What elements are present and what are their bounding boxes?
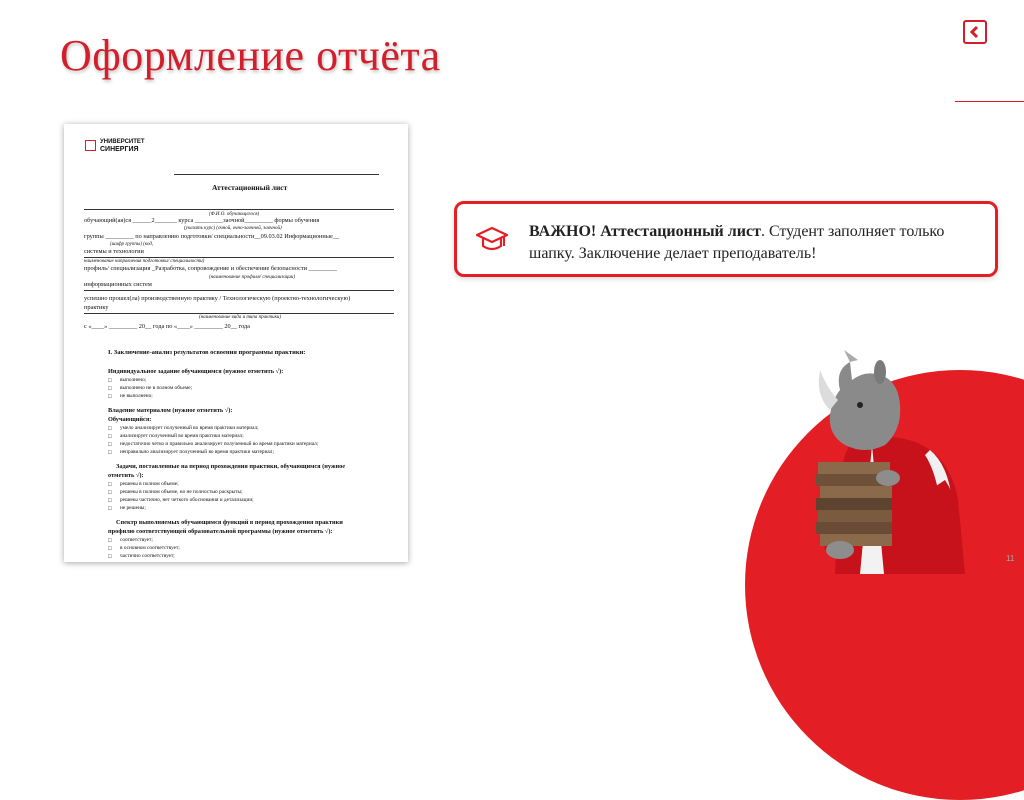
doc-list-item: частично соответствует; bbox=[120, 553, 175, 559]
doc-list-item: умело анализирует полученный во время практики материал; bbox=[120, 425, 259, 431]
doc-list-item: не решены; bbox=[120, 505, 146, 511]
important-note bbox=[454, 201, 998, 277]
doc-list-item: недостаточно четко и правильно анализирует полученный во время практики материал; bbox=[120, 441, 319, 447]
slide-title: Оформление отчёта bbox=[60, 31, 441, 80]
doc-spec-title-1: Спектр выполняемых обучающимся функций в период прохождения практики bbox=[116, 519, 343, 526]
doc-list-item: выполнено; bbox=[120, 377, 147, 383]
checkbox-icon: □ bbox=[108, 506, 112, 512]
graduation-cap-icon bbox=[475, 224, 509, 256]
checkbox-icon: □ bbox=[108, 394, 112, 400]
doc-line-systems: информационных систем bbox=[84, 281, 152, 288]
doc-spec-title-2: профилю соответствующей образовательной программы (нужное отметить √): bbox=[108, 528, 333, 535]
title-divider bbox=[955, 101, 1024, 102]
doc-line-profile: профиль/ специализация _Разработка, сопровождение и обеспечение безопасности _________ bbox=[84, 265, 337, 272]
rhino-mascot-illustration bbox=[780, 350, 990, 574]
doc-logo-icon bbox=[85, 140, 96, 151]
doc-list-item: анализирует полученный во время практики материал; bbox=[120, 433, 244, 439]
doc-list-item: выполнено не в полном объеме; bbox=[120, 385, 193, 391]
checkbox-icon: □ bbox=[108, 442, 112, 448]
doc-list-item: в основном соответствует; bbox=[120, 545, 180, 551]
doc-mat-sub: Обучающийся: bbox=[108, 416, 152, 423]
doc-section-1: I. Заключение-анализ результатов освоения программы практики: bbox=[108, 349, 306, 356]
doc-list-item: решены частично, нет четкого обоснования и детализации; bbox=[120, 497, 254, 503]
checkbox-icon: □ bbox=[108, 490, 112, 496]
note-rest: . Студент заполняет только шапку. Заключение делает преподаватель! bbox=[529, 223, 945, 262]
doc-line-group: группы _________ по направлению подготовки/ специальности__09.03.02 Информационные__ bbox=[84, 233, 340, 240]
note-text bbox=[529, 221, 989, 265]
doc-tasks-title-2: отметить √): bbox=[108, 472, 144, 479]
doc-tasks-title-1: Задачи, поставленные на период прохождения практики, обучающимся (нужное bbox=[116, 463, 346, 470]
doc-heading: Аттестационный лист bbox=[212, 183, 288, 192]
doc-task-title: Индивидуальное задание обучающимся (нужное отметить √): bbox=[108, 368, 284, 375]
doc-line-specialty-caption: наименование направления подготовки/ специальности) bbox=[84, 259, 205, 264]
doc-fio-caption: (Ф.И.О. обучающегося) bbox=[209, 212, 260, 217]
checkbox-icon: □ bbox=[108, 482, 112, 488]
doc-logo-line1: УНИВЕРСИТЕТ bbox=[100, 139, 145, 145]
doc-mat-title: Владение материалом (нужное отметить √): bbox=[108, 407, 233, 414]
doc-line-course: обучающий(ая)ся ______2_______ курса _________заочной_________ формы обучения bbox=[84, 217, 320, 224]
attestation-sheet-preview bbox=[64, 124, 408, 562]
doc-list-item: не выполнено; bbox=[120, 393, 153, 399]
note-bold: ВАЖНО! Аттестационный лист bbox=[529, 223, 761, 240]
doc-logo-line2: СИНЕРГИЯ bbox=[100, 146, 139, 153]
doc-line-specialty: системы и технологии bbox=[84, 248, 144, 255]
checkbox-icon: □ bbox=[108, 426, 112, 432]
checkbox-icon: □ bbox=[108, 554, 112, 560]
doc-list-item: решены в полном объеме, но не полностью раскрыты; bbox=[120, 489, 243, 495]
page-number: 11 bbox=[1006, 554, 1015, 563]
doc-line-profile-caption: (наименование профиля/ специализации) bbox=[209, 275, 296, 280]
checkbox-icon: □ bbox=[108, 498, 112, 504]
doc-line-practice2: практику bbox=[84, 304, 109, 311]
university-logo-icon bbox=[963, 20, 987, 44]
doc-line-practice-caption: (наименование вида и типа практики) bbox=[199, 315, 282, 320]
checkbox-icon: □ bbox=[108, 434, 112, 440]
doc-list-item: неправильно анализирует полученный во время практики материал; bbox=[120, 449, 274, 455]
checkbox-icon: □ bbox=[108, 386, 112, 392]
doc-line-course-caption: (указать курс) (очной, очно-заочной, заочной) bbox=[184, 226, 282, 231]
checkbox-icon: □ bbox=[108, 450, 112, 456]
doc-line-practice: успешно прошел(ла) производственную практику / Технологическую (проектно-технологическую) bbox=[84, 295, 351, 302]
checkbox-icon: □ bbox=[108, 538, 112, 544]
doc-list-item: соответствует; bbox=[120, 537, 153, 543]
checkbox-icon: □ bbox=[108, 378, 112, 384]
doc-line-group-caption: (шифр группы) (код, bbox=[110, 242, 154, 247]
checkbox-icon: □ bbox=[108, 546, 112, 552]
doc-line-dates: с «____» _________ 20__ года по «____» _________ 20__ года bbox=[84, 323, 250, 330]
doc-list-item: решены в полном объеме; bbox=[120, 481, 179, 487]
